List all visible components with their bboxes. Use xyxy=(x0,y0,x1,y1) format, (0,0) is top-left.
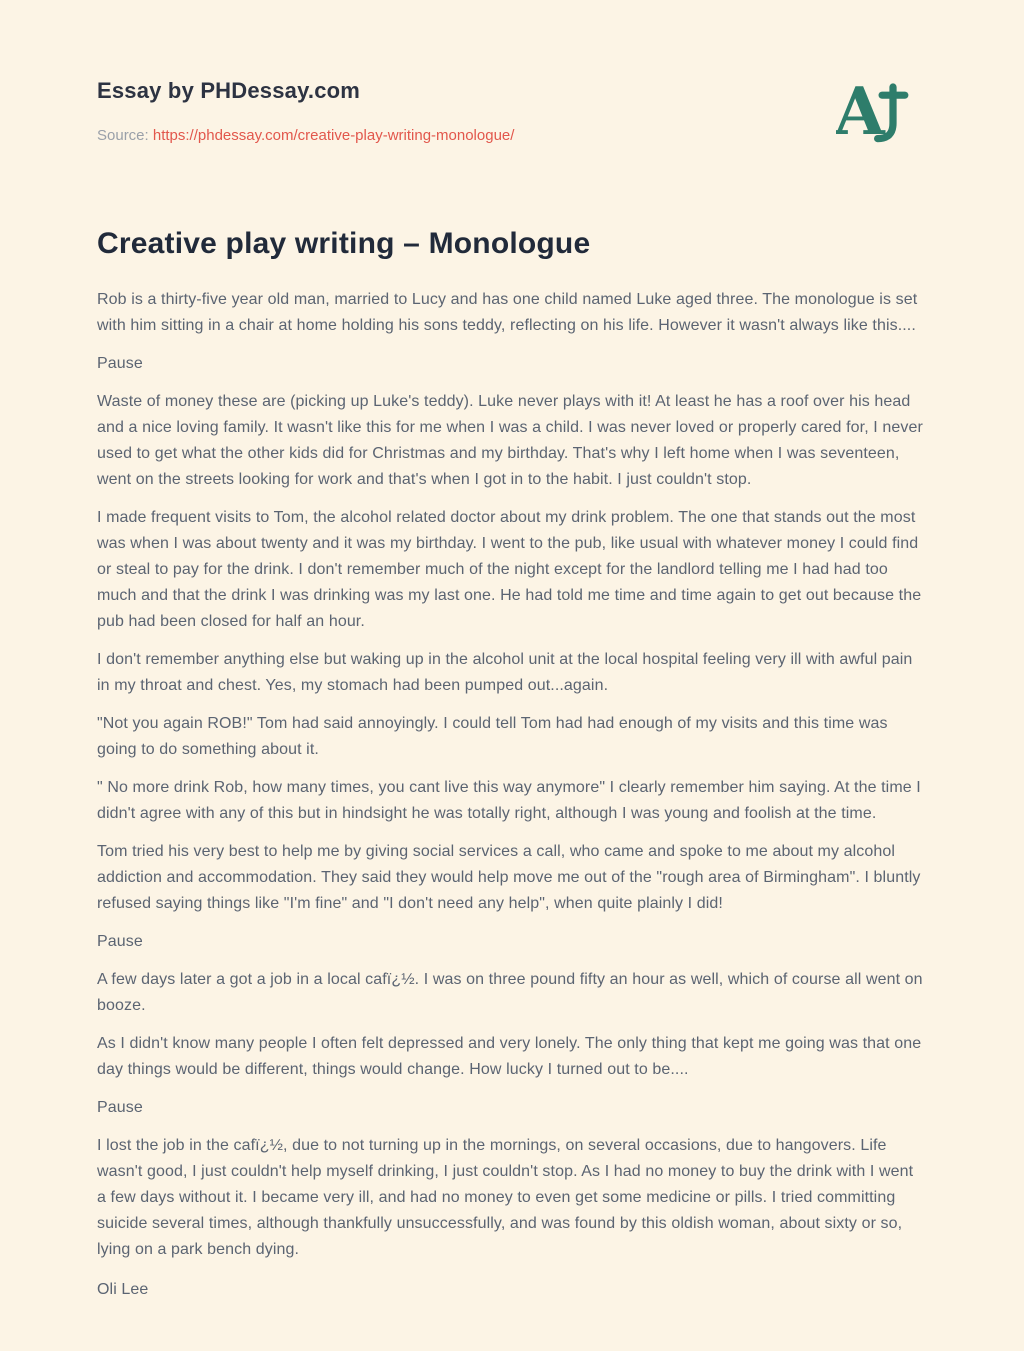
paragraph: "Not you again ROB!" Tom had said annoyingly. I could tell Tom had had enough of my visits and this time was going to do something about it. xyxy=(97,715,888,758)
essay-body xyxy=(97,287,926,1303)
source-label: Source: xyxy=(97,127,149,144)
source-link[interactable]: https://phdessay.com/creative-play-writing-monologue/ xyxy=(152,127,515,144)
paragraph: I made frequent visits to Tom, the alcohol related doctor about my drink problem. The one that stands out the most was when I was about twenty and it was my birthday. I went to the pub, like usual with whatever money I could find or steal to pay for the drink. I don't remember much of the night except for the landlord telling me I had had too much and that the drink I was drinking was my last one. He had told me time and time again to get out because the pub had been closed for half an hour. xyxy=(97,509,922,630)
paragraph: A few days later a got a job in a local cafï¿½. I was on three pound fifty an hour as well, which of course all went on booze. xyxy=(97,971,923,1014)
paragraph: Tom tried his very best to help me by giving social services a call, who came and spoke to me about my alcohol addiction and accommodation. They said they would help move me out of the "rough area of Birmingham". I bluntly refused saying things like "I'm fine" and "I don't need any help", when quite plainly I did! xyxy=(97,843,921,912)
brand-title: Essay by PHDessay.com xyxy=(97,78,361,103)
paragraph: Waste of money these are (picking up Luke's teddy). Luke never plays with it! At least he has a roof over his head and a nice loving family. It wasn't like this for me when I was a child. I was never loved or properly cared for, I never used to get what the other kids did for Christmas and my birthday. That's why I left home when I was seventeen, went on the streets looking for work and that's when I got in to the habit. I just couldn't stop. xyxy=(97,393,923,488)
stage-direction-pause: Pause xyxy=(97,1099,143,1116)
header-text-block xyxy=(97,74,514,144)
svg-text:A: A xyxy=(836,74,885,151)
paragraph: I don't remember anything else but waking up in the alcohol unit at the local hospital feeling very ill with awful pain in my throat and chest. Yes, my stomach had been pumped out...again. xyxy=(97,651,913,694)
page-title: Creative play writing – Monologue xyxy=(97,227,591,260)
paragraph-intro: Rob is a thirty-five year old man, married to Lucy and has one child named Luke aged three. The monologue is set with him sitting in a chair at home holding his sons teddy, reflecting on his life. However it wasn't always like this.... xyxy=(97,291,918,334)
paragraph: " No more drink Rob, how many times, you cant live this way anymore" I clearly remember him saying. At the time I didn't agree with any of this but in hindsight he was totally right, although I was young and foolish at the time. xyxy=(97,779,921,822)
stage-direction-pause: Pause xyxy=(97,355,143,372)
author-name: Oli Lee xyxy=(97,1281,149,1298)
page-header xyxy=(97,74,926,163)
source-line xyxy=(97,127,514,144)
stage-direction-pause: Pause xyxy=(97,933,143,950)
paragraph: I lost the job in the cafï¿½, due to not turning up in the mornings, on several occasions, due to hangovers. Life wasn't good, I just couldn't help myself drinking, I just couldn't stop. As I had no money to buy the drink with I went a few days without it. I became very ill, and had no money to even get some medicine or pills. I tried committing suicide several times, although thankfully unsuccessfully, and was found by this oldish woman, about sixty or so, lying on a park bench dying. xyxy=(97,1137,914,1258)
paragraph: As I didn't know many people I often felt depressed and very lonely. The only thing that kept me going was that one day things would be different, things would change. How lucky I turned out to be.... xyxy=(97,1035,922,1078)
phdessay-logo-icon xyxy=(836,74,912,163)
